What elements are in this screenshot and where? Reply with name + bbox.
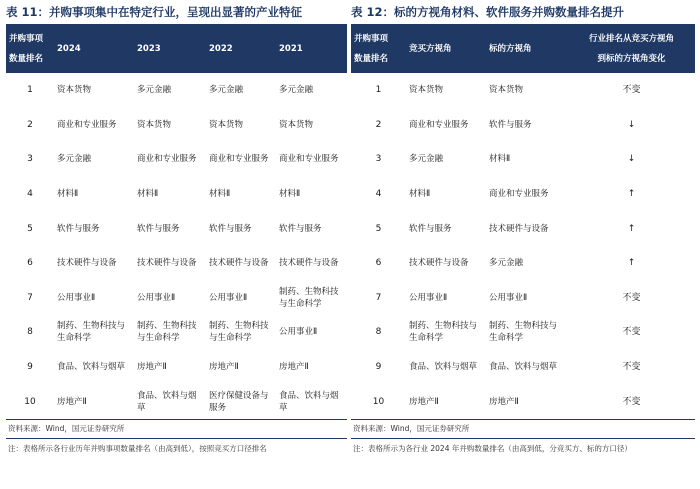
table-row	[351, 211, 695, 246]
table-row	[6, 211, 347, 246]
industry-cell: 公用事业Ⅱ	[279, 327, 318, 338]
rank-cell: 6	[375, 258, 382, 269]
rank-change-cell: 不变	[622, 327, 641, 338]
table-row	[351, 246, 695, 281]
rank-header	[351, 25, 406, 73]
rank-cell: 1	[27, 85, 33, 96]
industry-cell: 材料Ⅱ	[209, 189, 231, 200]
industry-cell: 食品、饮料与烟草	[137, 390, 197, 413]
target-industry-cell: 多元金融	[489, 258, 524, 269]
table-12-panel	[351, 0, 695, 459]
year-header-2023: 2023	[137, 44, 161, 54]
rank-cell: 6	[27, 258, 33, 269]
industry-cell: 多元金融	[137, 85, 172, 96]
industry-cell: 软件与服务	[57, 223, 100, 234]
rank-change-cell: 不变	[622, 85, 641, 96]
industry-cell: 材料Ⅱ	[137, 189, 159, 200]
rank-cell: 8	[27, 327, 33, 338]
rank-cell: 2	[375, 119, 382, 130]
table-row	[351, 315, 695, 350]
industry-cell: 商业和专业服务	[209, 154, 269, 165]
table-12-header-row	[351, 25, 695, 73]
industry-cell: 多元金融	[279, 85, 314, 96]
table-11	[6, 25, 347, 419]
table-row	[6, 281, 347, 316]
rank-cell: 3	[27, 154, 33, 165]
industry-cell: 技术硬件与设备	[137, 258, 197, 269]
rank-change-cell: 不变	[622, 396, 641, 407]
rank-change-cell: ↓	[627, 154, 636, 165]
industry-cell: 商业和专业服务	[137, 154, 197, 165]
industry-cell: 房地产Ⅱ	[57, 396, 87, 407]
target-industry-cell: 资本货物	[489, 85, 524, 96]
industry-cell: 公用事业Ⅱ	[57, 292, 96, 303]
industry-cell: 制药、生物科技与生命科学	[209, 321, 269, 344]
table-row	[6, 350, 347, 385]
rank-cell: 8	[375, 327, 382, 338]
buyer-industry-cell: 资本货物	[409, 85, 444, 96]
rank-header-line2: 数量排名	[9, 54, 44, 64]
target-view-header: 标的方视角	[489, 44, 532, 54]
industry-cell: 资本货物	[137, 119, 172, 130]
change-header	[568, 25, 695, 73]
table-row	[351, 108, 695, 143]
rank-cell: 5	[27, 223, 33, 234]
rank-change-cell: ↑	[627, 223, 636, 234]
table-row	[6, 177, 347, 212]
industry-cell: 技术硬件与设备	[209, 258, 269, 269]
table-12-title: 表 12：标的方视角材料、软件服务并购数量排名提升	[351, 5, 625, 19]
target-industry-cell: 材料Ⅱ	[489, 154, 511, 165]
rank-cell: 7	[375, 292, 382, 303]
industry-cell: 制药、生物科技与生命科学	[57, 321, 126, 344]
target-industry-cell: 制药、生物科技与生命科学	[489, 321, 558, 344]
table-11-header-row	[6, 25, 347, 73]
table-11-source: 资料来源：Wind，国元证券研究所	[8, 423, 125, 433]
industry-cell: 公用事业Ⅱ	[137, 292, 176, 303]
rank-header-line2: 数量排名	[354, 54, 389, 64]
rank-change-cell: ↑	[627, 189, 636, 200]
buyer-industry-cell: 商业和专业服务	[409, 119, 469, 130]
table-row	[351, 177, 695, 212]
industry-cell: 资本货物	[57, 85, 92, 96]
table-row	[351, 281, 695, 316]
year-header-2024: 2024	[57, 44, 81, 54]
rank-cell: 10	[24, 396, 36, 407]
table-12	[351, 25, 695, 419]
table-row	[6, 73, 347, 108]
rank-header-line1: 并购事项	[354, 34, 389, 44]
rank-cell: 1	[375, 85, 382, 96]
buyer-industry-cell: 食品、饮料与烟草	[409, 362, 478, 373]
table-row	[6, 246, 347, 281]
industry-cell: 软件与服务	[137, 223, 180, 234]
industry-cell: 房地产Ⅱ	[209, 362, 239, 373]
table-row	[351, 142, 695, 177]
buyer-industry-cell: 软件与服务	[409, 223, 452, 234]
target-industry-cell: 商业和专业服务	[489, 189, 549, 200]
industry-cell: 商业和专业服务	[57, 119, 117, 130]
table-11-note: 注：表格所示各行业历年并购事项数量排名（由高到低），按照竞买方口径排名	[8, 443, 267, 453]
buyer-industry-cell: 材料Ⅱ	[409, 189, 431, 200]
change-header-line2: 到标的方视角变化	[597, 54, 666, 64]
table-row	[351, 350, 695, 385]
rank-cell: 10	[372, 396, 385, 407]
industry-cell: 软件与服务	[279, 223, 322, 234]
rank-change-cell: 不变	[622, 362, 641, 373]
buyer-industry-cell: 多元金融	[409, 154, 444, 165]
rank-change-cell: 不变	[622, 292, 641, 303]
rank-cell: 2	[27, 119, 33, 130]
target-industry-cell: 软件与服务	[489, 119, 532, 130]
industry-cell: 公用事业Ⅱ	[209, 292, 248, 303]
target-industry-cell: 食品、饮料与烟草	[489, 362, 558, 373]
rank-cell: 4	[375, 189, 382, 200]
rank-change-cell: ↓	[627, 119, 636, 130]
table-row	[351, 384, 695, 419]
industry-cell: 制药、生物科技与生命科学	[279, 286, 339, 309]
industry-cell: 食品、饮料与烟草	[57, 362, 126, 373]
industry-cell: 软件与服务	[209, 223, 252, 234]
industry-cell: 技术硬件与设备	[57, 258, 117, 269]
table-row	[6, 108, 347, 143]
industry-cell: 技术硬件与设备	[279, 258, 339, 269]
target-industry-cell: 技术硬件与设备	[489, 223, 549, 234]
rank-cell: 9	[27, 362, 33, 373]
industry-cell: 材料Ⅱ	[279, 189, 301, 200]
industry-cell: 资本货物	[209, 119, 244, 130]
change-header-line1: 行业排名从竞买方视角	[588, 34, 674, 44]
industry-cell: 食品、饮料与烟草	[279, 390, 339, 413]
rank-cell: 4	[27, 189, 33, 200]
industry-cell: 资本货物	[279, 119, 314, 130]
buyer-industry-cell: 制药、生物科技与生命科学	[409, 321, 478, 344]
table-row	[6, 315, 347, 350]
year-header-2021: 2021	[279, 44, 303, 54]
rank-cell: 9	[375, 362, 382, 373]
buyer-industry-cell: 公用事业Ⅱ	[409, 292, 448, 303]
year-header-2022: 2022	[209, 44, 233, 54]
rank-header	[6, 25, 54, 73]
table-row	[351, 73, 695, 108]
industry-cell: 房地产Ⅱ	[279, 362, 309, 373]
industry-cell: 制药、生物科技与生命科学	[137, 321, 197, 344]
table-12-source: 资料来源：Wind，国元证券研究所	[353, 423, 470, 433]
target-industry-cell: 公用事业Ⅱ	[489, 292, 528, 303]
industry-cell: 多元金融	[209, 85, 244, 96]
table-row	[6, 142, 347, 177]
rank-cell: 3	[375, 154, 382, 165]
buyer-industry-cell: 房地产Ⅱ	[409, 396, 439, 407]
industry-cell: 房地产Ⅱ	[137, 362, 167, 373]
industry-cell: 多元金融	[57, 154, 92, 165]
target-industry-cell: 房地产Ⅱ	[489, 396, 519, 407]
table-11-panel	[6, 0, 347, 459]
rank-cell: 5	[375, 223, 382, 234]
rank-header-line1: 并购事项	[9, 34, 44, 44]
rank-change-cell: ↑	[627, 258, 636, 269]
table-12-note: 注：表格所示为各行业 2024 年并购数量排名（由高到低，分竞买方、标的方口径）	[353, 443, 632, 453]
buyer-industry-cell: 技术硬件与设备	[409, 258, 469, 269]
table-row	[6, 384, 347, 419]
industry-cell: 材料Ⅱ	[57, 189, 79, 200]
table-11-title: 表 11：并购事项集中在特定行业，呈现出显著的产业特征	[6, 5, 303, 19]
industry-cell: 商业和专业服务	[279, 154, 339, 165]
buyer-view-header: 竞买方视角	[409, 44, 452, 54]
rank-cell: 7	[27, 292, 33, 303]
industry-cell: 医疗保健设备与服务	[209, 390, 269, 413]
